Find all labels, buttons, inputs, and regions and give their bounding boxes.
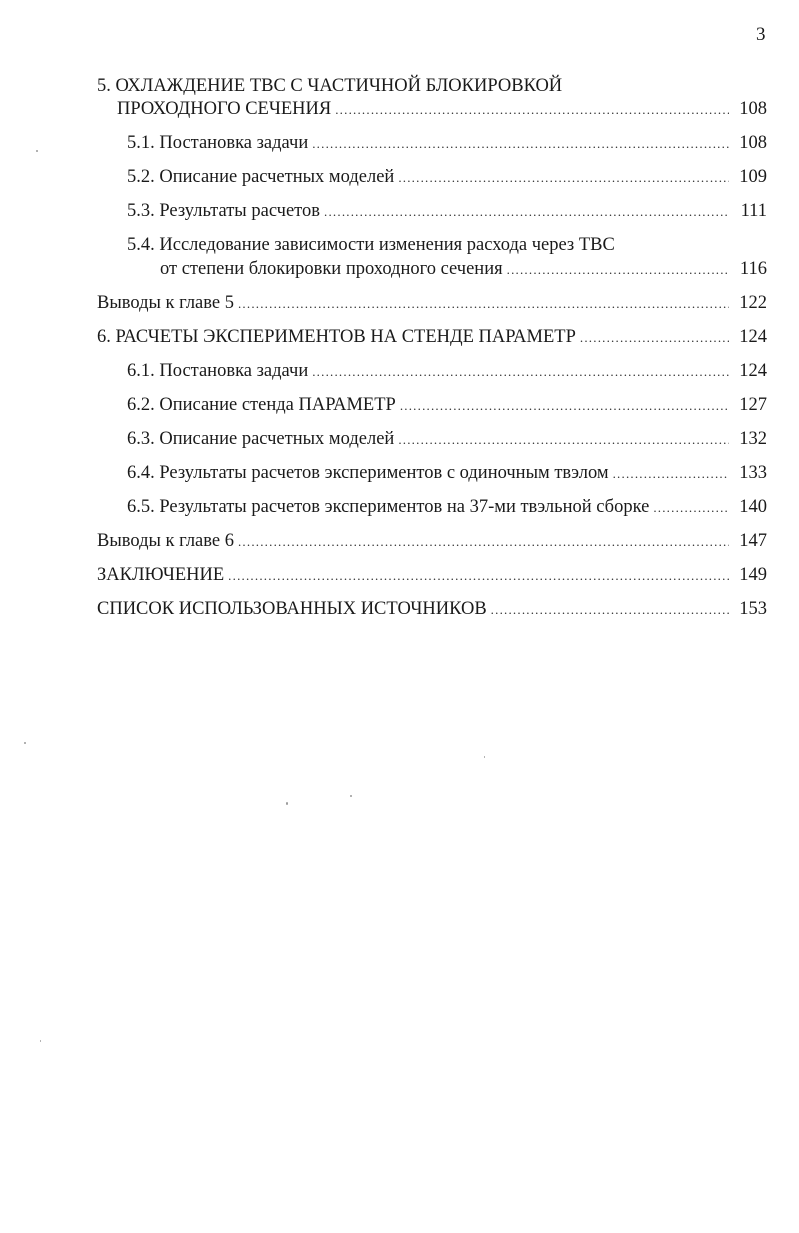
- toc-entry-page: 108: [739, 133, 767, 153]
- toc-entry-6-5[interactable]: [97, 495, 767, 520]
- toc-entry-6-4[interactable]: [97, 461, 767, 486]
- page-number: 3: [756, 24, 766, 45]
- dot-leader: [507, 258, 729, 282]
- toc-entry-6-3[interactable]: [97, 427, 767, 452]
- toc-entry-page: 147: [739, 531, 767, 551]
- toc-entry-page: 133: [739, 463, 767, 483]
- toc-entry-page: 122: [739, 293, 767, 313]
- toc-entry-5-1[interactable]: [97, 131, 767, 156]
- dot-leader: [491, 598, 729, 622]
- toc-entry-title: 5.2. Описание расчетных моделей: [127, 167, 395, 187]
- toc-entry-page: 132: [739, 429, 767, 449]
- toc-entry-title: Выводы к главе 6: [97, 531, 234, 551]
- toc-entry-title: 6.3. Описание расчетных моделей: [127, 429, 395, 449]
- dot-leader: [238, 292, 729, 316]
- toc-entry-page: 124: [739, 327, 767, 347]
- toc-entry-page: 124: [739, 361, 767, 381]
- scan-speck: [36, 150, 38, 152]
- toc-entry-page: 109: [739, 167, 767, 187]
- toc-entry-title: Выводы к главе 5: [97, 293, 234, 313]
- toc-entry-5-3[interactable]: [97, 199, 767, 224]
- dot-leader: [312, 360, 729, 384]
- dot-leader: [312, 132, 729, 156]
- dot-leader: [398, 166, 729, 190]
- toc-entry-page: 108: [739, 99, 767, 119]
- toc-entry-title: СПИСОК ИСПОЛЬЗОВАННЫХ ИСТОЧНИКОВ: [97, 599, 487, 619]
- toc-entry-title: 6.2. Описание стенда ПАРАМЕТР: [127, 395, 396, 415]
- dot-leader: [228, 564, 729, 588]
- table-of-contents: [97, 74, 767, 622]
- dot-leader: [653, 496, 729, 520]
- dot-leader: [398, 428, 729, 452]
- toc-entry-title-line1: 5. ОХЛАЖДЕНИЕ ТВС С ЧАСТИЧНОЙ БЛОКИРОВКОЙ: [97, 76, 563, 96]
- dot-leader: [324, 200, 729, 224]
- toc-entry-6-1[interactable]: [97, 359, 767, 384]
- toc-entry-page: 149: [739, 565, 767, 585]
- toc-entry-chapter-6[interactable]: [97, 325, 767, 350]
- toc-entry-page: 127: [739, 395, 767, 415]
- toc-entry-page: 153: [739, 599, 767, 619]
- toc-entry-title: ЗАКЛЮЧЕНИЕ: [97, 565, 225, 585]
- toc-entry-page: 140: [739, 497, 767, 517]
- toc-entry-title: 6.5. Результаты расчетов экспериментов на 37-ми твэльной сборке: [127, 497, 650, 517]
- toc-entry-title-line2: ПРОХОДНОГО СЕЧЕНИЯ: [117, 99, 332, 119]
- toc-entry-page: 116: [739, 259, 767, 279]
- scan-speck: [40, 1040, 41, 1042]
- toc-entry-references[interactable]: [97, 597, 767, 622]
- scan-speck: [24, 742, 26, 744]
- toc-entry-title-line2: от степени блокировки проходного сечения: [160, 259, 503, 279]
- dot-leader: [580, 326, 729, 350]
- toc-entry-title: 6. РАСЧЕТЫ ЭКСПЕРИМЕНТОВ НА СТЕНДЕ ПАРАМЕТР: [97, 327, 576, 347]
- toc-entry-title: 6.4. Результаты расчетов экспериментов с одиночным твэлом: [127, 463, 609, 483]
- toc-entry-title: 5.1. Постановка задачи: [127, 133, 309, 153]
- scan-speck: [286, 802, 288, 805]
- toc-entry-title: 5.3. Результаты расчетов: [127, 201, 321, 221]
- toc-entry-title-line1: 5.4. Исследование зависимости изменения расхода через ТВС: [127, 235, 615, 255]
- dot-leader: [238, 530, 729, 554]
- toc-entry-chapter-5[interactable]: [97, 74, 767, 122]
- toc-entry-conclusions-6[interactable]: [97, 529, 767, 554]
- dot-leader: [335, 98, 729, 122]
- scan-speck: [350, 795, 352, 797]
- toc-entry-6-2[interactable]: [97, 393, 767, 418]
- toc-entry-title: 6.1. Постановка задачи: [127, 361, 309, 381]
- toc-entry-5-2[interactable]: [97, 165, 767, 190]
- scan-speck: [484, 756, 485, 758]
- toc-entry-conclusion[interactable]: [97, 563, 767, 588]
- dot-leader: [613, 462, 729, 486]
- toc-entry-5-4[interactable]: [97, 233, 767, 282]
- toc-entry-conclusions-5[interactable]: [97, 291, 767, 316]
- dot-leader: [400, 394, 729, 418]
- toc-entry-page: 111: [740, 201, 767, 221]
